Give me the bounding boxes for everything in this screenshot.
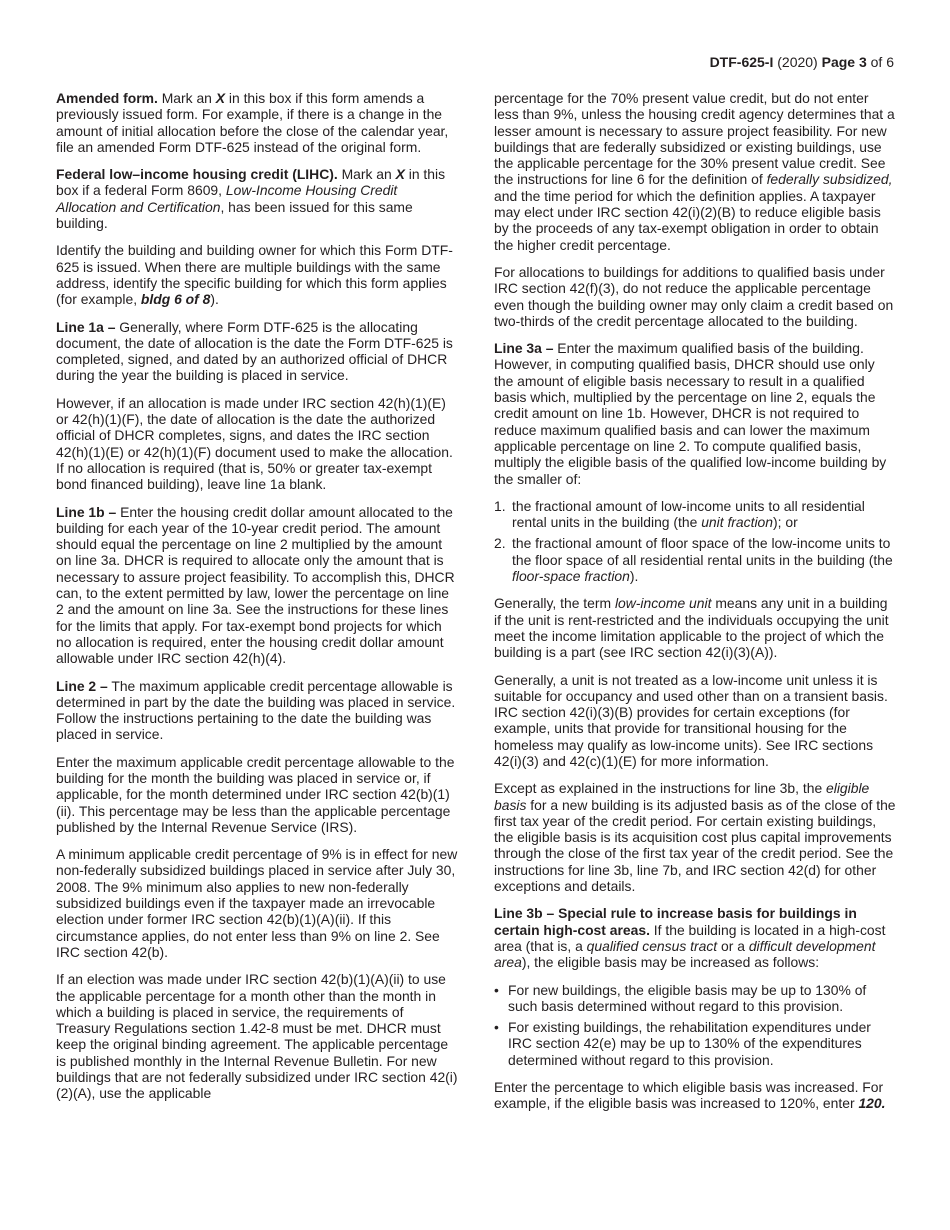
list-item: 1. the fractional amount of low-income units to all residential rental units in the building (the unit fraction); or [494, 497, 865, 531]
form-year: (2020) [773, 54, 822, 70]
line-2-max-percentage-paragraph: Enter the maximum applicable credit percentage allowable to the building for the month the building was placed in service or, if applicable, for the month determined under IRC section 42(b)(1)(ii). This percentage may be less than the applicable percentage published by the Internal Revenue Service (IRS). [56, 753, 455, 835]
right-column [494, 90, 896, 1123]
applicable-percentage-paragraph: percentage for the 70% present value credit, but do not enter less than 9%, unless the housing credit agency determines that a lesser amount is necessary to assure project feasibility. For new buildings that are federally subsidized or existing buildings, use the applicable percentage for the 30% present value credit. See the instructions for line 6 for the definition of federally subsidized, and the time period for which the definition applies. A taxpayer may elect under IRC section 42(i)(2)(B) to reduce eligible basis by the proceeds of any tax-exempt obligation in order to obtain the higher credit percentage. [494, 90, 895, 253]
line-2-paragraph: Line 2 – The maximum applicable credit percentage allowable is determined in part by the date the building was placed in service. Follow the instructions pertaining to the date the building was placed in service. [56, 677, 456, 743]
line-1a-paragraph: Line 1a – Generally, where Form DTF-625 is the allocating document, the date of allocation is the date the Form DTF-625 is completed, signed, and dated by an authorized official of DHCR during the year the building is placed in service. [56, 318, 453, 384]
transient-basis-paragraph: Generally, a unit is not treated as a low-income unit unless it is suitable for occupancy and used other than on a transient basis. IRC section 42(i)(3)(B) provides for certain exceptions (for example, units that provide for transitional housing for the homeless may qualify as low-income units). See IRC sections 42(i)(3) and 42(c)(1)(E) for more information. [494, 671, 888, 769]
line-2-minimum-paragraph: A minimum applicable credit percentage of 9% is in effect for new non-federally subsidized buildings placed in service after July 30, 2008. The 9% minimum also applies to new non-federally subsidized buildings even if the taxpayer made an irrevocable election under former IRC section 42(b)(1)(A)(ii). If this circumstance applies, do not enter less than 9% on line 2. See IRC section 42(b). [56, 846, 458, 960]
low-income-unit-paragraph: Generally, the term low-income unit means any unit in a building if the unit is rent-restricted and the individuals occupying the unit meet the income limitation applicable to the project of which the building is a part (see IRC section 42(i)(3)(A)). [494, 595, 889, 661]
high-cost-bullet-list [494, 982, 896, 1068]
fraction-list [494, 498, 896, 584]
page-total: of 6 [866, 54, 894, 70]
line-2-election-paragraph: If an election was made under IRC section 42(b)(1)(A)(ii) to use the applicable percentage for a month other than the month in which a building is placed in service, the requirements of Treasury Regulations section 1.42-8 must be met. DHCR must keep the original binding agreement. The applicable percentage is published monthly in the Internal Revenue Bulletin. For new buildings that are not federally subsidized under IRC section 42(i)(2)(A), use the applicable [56, 971, 458, 1102]
federal-lihc-paragraph: Federal low–income housing credit (LIHC). Mark an X in this box if a federal Form 8609, Low-Income Housing Credit Allocation and Certification, has been issued for this same building. [56, 166, 446, 232]
line-1b-paragraph: Line 1b – Enter the housing credit dollar amount allocated to the building for each year of the 10-year credit period. The amount should equal the percentage on line 2 multiplied by the amount on line 3a. DHCR is required to allocate only the amount that is necessary to assure project feasibility. To accomplish this, DHCR can, to the extent permitted by law, lower the percentage on line 2 and the amount on line 3a. See the instructions for these lines for the limits that apply. For tax-exempt bond projects for which no allocation is required, enter the housing credit dollar amount allowable under IRC section 42(h)(4). [56, 503, 455, 667]
enter-percentage-paragraph: Enter the percentage to which eligible basis was increased. For example, if the eligible basis was increased to 120%, enter 120. [494, 1079, 886, 1112]
line-3a-paragraph: Line 3a – Enter the maximum qualified basis of the building. However, in computing qualified basis, DHCR should use only the amount of eligible basis necessary to result in a qualified basis which, multiplied by the percentage on line 2, equals the credit amount on line 1b. However, DHCR is not required to reduce maximum qualified basis and can lower the maximum applicable percentage on line 2. To compute qualified basis, multiply the eligible basis of the qualified low-income building by the smaller of: [494, 340, 887, 487]
identify-building-paragraph: Identify the building and building owner for which this Form DTF-625 is issued. When there are multiple buildings with the same address, identify the specific building for which this form applies (for example, bldg 6 of 8). [56, 242, 453, 308]
form-id: DTF-625-I [709, 54, 774, 70]
line-1a-exception-paragraph: However, if an allocation is made under IRC section 42(h)(1)(E) or 42(h)(1)(F), the date of allocation is the date the authorized official of DHCR completes, signs, and dates the IRC section 42(h)(1)(E) or 42(h)(1)(F) document used to make the allocation. If no allocation is required (that is, 50% or greater tax-exempt bond financed building), leave line 1a blank. [56, 394, 453, 493]
list-item: • For new buildings, the eligible basis may be up to 130% of such basis determined without regard to this provision. [494, 981, 867, 1014]
eligible-basis-paragraph: Except as explained in the instructions for line 3b, the eligible basis for a new building is its adjusted basis as of the close of the first tax year of the credit period. For certain existing buildings, the eligible basis is its acquisition cost plus capital improvements through the close of the first tax year of the credit period. See the instructions for line 3b, line 7b, and IRC section 42(d) for other exceptions and details. [494, 780, 896, 895]
additions-paragraph: For allocations to buildings for additions to qualified basis under IRC section 42(f)(3), do not reduce the applicable percentage even though the building owner may only claim a credit based on two-thirds of the credit percentage allocated to the building. [494, 263, 894, 329]
list-item: • For existing buildings, the rehabilitation expenditures under IRC section 42(e) may be up to 130% of the expenditures determined without regard to this provision. [494, 1019, 871, 1068]
page-label: Page 3 [821, 54, 867, 70]
amended-form-paragraph: Amended form. Mark an X in this box if this form amends a previously issued form. For example, if there is a change in the amount of initial allocation before the close of the calendar year, file an amended Form DTF-625 instead of the original form. [56, 90, 449, 155]
page-header [710, 53, 894, 71]
left-column [56, 90, 458, 1113]
line-3b-paragraph: Line 3b – Special rule to increase basis for buildings in certain high-cost areas. If the building is located in a high-cost area (that is, a qualified census tract or a difficult development area), the eligible basis may be increased as follows: [494, 905, 886, 971]
list-item: 2. the fractional amount of floor space of the low-income units to the floor space of all residential rental units in the building (the floor-space fraction). [494, 535, 893, 585]
